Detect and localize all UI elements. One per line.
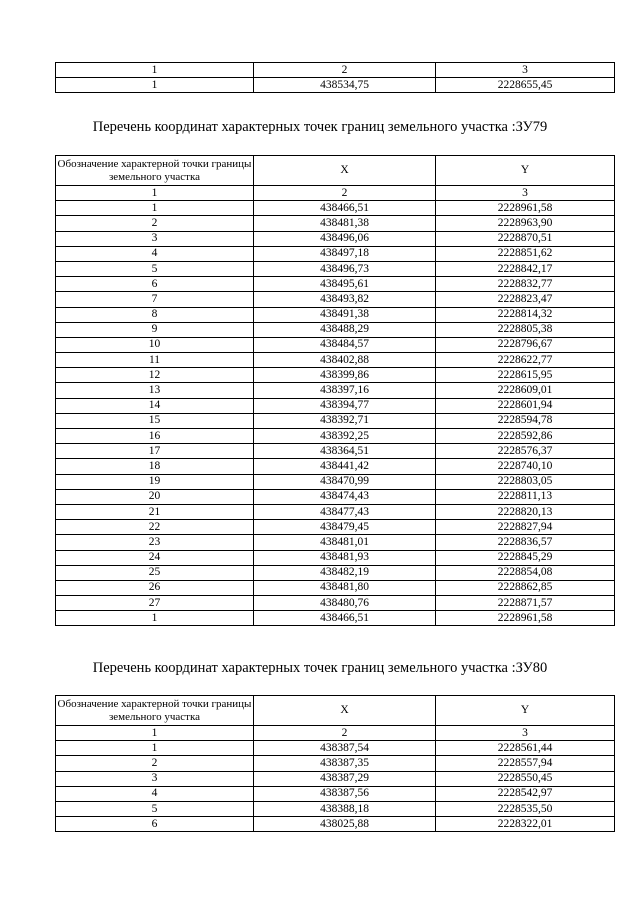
point-number-cell: 27 bbox=[56, 596, 254, 611]
column-index-row bbox=[56, 186, 615, 201]
column-index-cell: 2 bbox=[254, 726, 436, 741]
point-number-cell: 24 bbox=[56, 550, 254, 565]
y-coordinate-cell: 2228827,94 bbox=[436, 520, 615, 535]
y-coordinate-cell: 2228961,58 bbox=[436, 201, 615, 216]
x-coordinate-cell: 438441,42 bbox=[254, 459, 436, 474]
x-coordinate-cell: 438479,45 bbox=[254, 520, 436, 535]
x-coordinate-cell: 438394,77 bbox=[254, 398, 436, 413]
table-row bbox=[56, 413, 615, 428]
x-coordinate-cell: 438481,93 bbox=[254, 550, 436, 565]
point-number-cell: 1 bbox=[56, 741, 254, 756]
point-number-cell: 23 bbox=[56, 535, 254, 550]
table-body bbox=[56, 156, 615, 626]
table-row bbox=[56, 307, 615, 322]
y-coordinate-cell: 2228594,78 bbox=[436, 413, 615, 428]
x-coordinate-cell: 438392,25 bbox=[254, 429, 436, 444]
point-number-cell: 4 bbox=[56, 786, 254, 801]
x-coordinate-cell: 438402,88 bbox=[254, 353, 436, 368]
column-index-cell: 3 bbox=[436, 726, 615, 741]
table-row bbox=[56, 444, 615, 459]
y-coordinate-cell: 2228836,57 bbox=[436, 535, 615, 550]
point-number-cell: 4 bbox=[56, 246, 254, 261]
column-index-cell: 1 bbox=[56, 186, 254, 201]
table-row bbox=[56, 771, 615, 786]
section-title-zu80: Перечень координат характерных точек границ земельного участка :ЗУ80 bbox=[92, 660, 548, 676]
table-row bbox=[56, 292, 615, 307]
x-coordinate-cell: 438387,54 bbox=[254, 741, 436, 756]
table-body bbox=[56, 696, 615, 832]
x-coordinate-cell: 438392,71 bbox=[254, 413, 436, 428]
x-coordinate-cell: 438387,56 bbox=[254, 786, 436, 801]
y-coordinate-cell: 2228963,90 bbox=[436, 216, 615, 231]
table-row bbox=[56, 741, 615, 756]
point-number-cell: 1 bbox=[56, 201, 254, 216]
point-number-cell: 10 bbox=[56, 337, 254, 352]
table-row bbox=[56, 580, 615, 595]
y-coordinate-cell: 2228561,44 bbox=[436, 741, 615, 756]
point-number-cell: 9 bbox=[56, 322, 254, 337]
table-row bbox=[56, 322, 615, 337]
table-row bbox=[56, 337, 615, 352]
column-header: Y bbox=[436, 156, 615, 186]
table-row bbox=[56, 550, 615, 565]
point-number-cell: 5 bbox=[56, 801, 254, 816]
y-coordinate-cell: 2228851,62 bbox=[436, 246, 615, 261]
column-index-cell: 3 bbox=[436, 63, 615, 78]
table-row bbox=[56, 504, 615, 519]
x-coordinate-cell: 438399,86 bbox=[254, 368, 436, 383]
point-number-cell: 3 bbox=[56, 231, 254, 246]
point-number-cell: 16 bbox=[56, 429, 254, 444]
coordinates-table-zu80 bbox=[55, 695, 615, 832]
x-coordinate-cell: 438482,19 bbox=[254, 565, 436, 580]
point-number-cell: 2 bbox=[56, 756, 254, 771]
section-title-zu79: Перечень координат характерных точек границ земельного участка :ЗУ79 bbox=[92, 119, 548, 135]
table-row bbox=[56, 817, 615, 832]
y-coordinate-cell: 2228796,67 bbox=[436, 337, 615, 352]
table-row bbox=[56, 801, 615, 816]
table-row bbox=[56, 231, 615, 246]
point-number-cell: 13 bbox=[56, 383, 254, 398]
y-coordinate-cell: 2228842,17 bbox=[436, 261, 615, 276]
point-number-cell: 20 bbox=[56, 489, 254, 504]
table-row bbox=[56, 565, 615, 580]
x-coordinate-cell: 438496,06 bbox=[254, 231, 436, 246]
y-coordinate-cell: 2228535,50 bbox=[436, 801, 615, 816]
y-coordinate-cell: 2228557,94 bbox=[436, 756, 615, 771]
point-number-cell: 6 bbox=[56, 817, 254, 832]
y-coordinate-cell: 2228870,51 bbox=[436, 231, 615, 246]
x-coordinate-cell: 438364,51 bbox=[254, 444, 436, 459]
table-row bbox=[56, 756, 615, 771]
table-row bbox=[56, 489, 615, 504]
x-coordinate-cell: 438481,01 bbox=[254, 535, 436, 550]
x-coordinate-cell: 438388,18 bbox=[254, 801, 436, 816]
table-row bbox=[56, 520, 615, 535]
y-coordinate-cell: 2228542,97 bbox=[436, 786, 615, 801]
x-coordinate-cell: 438025,88 bbox=[254, 817, 436, 832]
y-coordinate-cell: 2228814,32 bbox=[436, 307, 615, 322]
column-header: Y bbox=[436, 696, 615, 726]
table-row bbox=[56, 459, 615, 474]
x-coordinate-cell: 438466,51 bbox=[254, 611, 436, 626]
y-coordinate-cell: 2228592,86 bbox=[436, 429, 615, 444]
point-number-cell: 18 bbox=[56, 459, 254, 474]
x-coordinate-cell: 438491,38 bbox=[254, 307, 436, 322]
x-coordinate-cell: 438481,80 bbox=[254, 580, 436, 595]
x-coordinate-cell: 438387,29 bbox=[254, 771, 436, 786]
column-header: Обозначение характерной точки границы земельного участка bbox=[56, 696, 254, 726]
point-number-cell: 25 bbox=[56, 565, 254, 580]
y-coordinate-cell: 2228854,08 bbox=[436, 565, 615, 580]
y-coordinate-cell: 2228740,10 bbox=[436, 459, 615, 474]
header-row bbox=[56, 696, 615, 726]
point-number-cell: 22 bbox=[56, 520, 254, 535]
x-coordinate-cell: 438497,18 bbox=[254, 246, 436, 261]
y-coordinate-cell: 2228823,47 bbox=[436, 292, 615, 307]
y-coordinate-cell: 2228961,58 bbox=[436, 611, 615, 626]
point-number-cell: 6 bbox=[56, 277, 254, 292]
column-index-cell: 2 bbox=[254, 186, 436, 201]
x-coordinate-cell: 438496,73 bbox=[254, 261, 436, 276]
point-number-cell: 19 bbox=[56, 474, 254, 489]
point-number-cell: 12 bbox=[56, 368, 254, 383]
y-coordinate-cell: 2228803,05 bbox=[436, 474, 615, 489]
y-coordinate-cell: 2228805,38 bbox=[436, 322, 615, 337]
column-index-cell: 3 bbox=[436, 186, 615, 201]
column-index-row bbox=[56, 63, 615, 78]
column-header: X bbox=[254, 156, 436, 186]
table-row bbox=[56, 786, 615, 801]
table-row bbox=[56, 383, 615, 398]
point-number-cell: 26 bbox=[56, 580, 254, 595]
table-row bbox=[56, 368, 615, 383]
y-coordinate-cell: 2228609,01 bbox=[436, 383, 615, 398]
column-header: Обозначение характерной точки границы земельного участка bbox=[56, 156, 254, 186]
point-number-cell: 1 bbox=[56, 78, 254, 93]
column-index-row bbox=[56, 726, 615, 741]
y-coordinate-cell: 2228576,37 bbox=[436, 444, 615, 459]
point-number-cell: 2 bbox=[56, 216, 254, 231]
table-row bbox=[56, 429, 615, 444]
coordinates-table-zu79 bbox=[55, 155, 615, 626]
column-index-cell: 1 bbox=[56, 63, 254, 78]
table-row bbox=[56, 611, 615, 626]
point-number-cell: 14 bbox=[56, 398, 254, 413]
table-row bbox=[56, 474, 615, 489]
table-row bbox=[56, 353, 615, 368]
x-coordinate-cell: 438534,75 bbox=[254, 78, 436, 93]
y-coordinate-cell: 2228622,77 bbox=[436, 353, 615, 368]
column-header: X bbox=[254, 696, 436, 726]
point-number-cell: 11 bbox=[56, 353, 254, 368]
coordinates-table-continued bbox=[55, 62, 615, 93]
y-coordinate-cell: 2228832,77 bbox=[436, 277, 615, 292]
column-index-cell: 2 bbox=[254, 63, 436, 78]
x-coordinate-cell: 438477,43 bbox=[254, 504, 436, 519]
x-coordinate-cell: 438470,99 bbox=[254, 474, 436, 489]
table-row bbox=[56, 277, 615, 292]
x-coordinate-cell: 438397,16 bbox=[254, 383, 436, 398]
point-number-cell: 15 bbox=[56, 413, 254, 428]
y-coordinate-cell: 2228871,57 bbox=[436, 596, 615, 611]
table-row bbox=[56, 216, 615, 231]
x-coordinate-cell: 438495,61 bbox=[254, 277, 436, 292]
x-coordinate-cell: 438493,82 bbox=[254, 292, 436, 307]
x-coordinate-cell: 438488,29 bbox=[254, 322, 436, 337]
y-coordinate-cell: 2228811,13 bbox=[436, 489, 615, 504]
x-coordinate-cell: 438466,51 bbox=[254, 201, 436, 216]
point-number-cell: 5 bbox=[56, 261, 254, 276]
y-coordinate-cell: 2228322,01 bbox=[436, 817, 615, 832]
table-row bbox=[56, 535, 615, 550]
table-row bbox=[56, 398, 615, 413]
point-number-cell: 17 bbox=[56, 444, 254, 459]
point-number-cell: 7 bbox=[56, 292, 254, 307]
x-coordinate-cell: 438481,38 bbox=[254, 216, 436, 231]
point-number-cell: 3 bbox=[56, 771, 254, 786]
point-number-cell: 8 bbox=[56, 307, 254, 322]
table-row bbox=[56, 261, 615, 276]
x-coordinate-cell: 438474,43 bbox=[254, 489, 436, 504]
table-row bbox=[56, 78, 615, 93]
x-coordinate-cell: 438480,76 bbox=[254, 596, 436, 611]
y-coordinate-cell: 2228862,85 bbox=[436, 580, 615, 595]
x-coordinate-cell: 438484,57 bbox=[254, 337, 436, 352]
point-number-cell: 21 bbox=[56, 504, 254, 519]
x-coordinate-cell: 438387,35 bbox=[254, 756, 436, 771]
table-row bbox=[56, 246, 615, 261]
point-number-cell: 1 bbox=[56, 611, 254, 626]
table-body bbox=[56, 63, 615, 93]
y-coordinate-cell: 2228615,95 bbox=[436, 368, 615, 383]
y-coordinate-cell: 2228845,29 bbox=[436, 550, 615, 565]
y-coordinate-cell: 2228655,45 bbox=[436, 78, 615, 93]
table-row bbox=[56, 596, 615, 611]
table-row bbox=[56, 201, 615, 216]
y-coordinate-cell: 2228550,45 bbox=[436, 771, 615, 786]
column-index-cell: 1 bbox=[56, 726, 254, 741]
y-coordinate-cell: 2228601,94 bbox=[436, 398, 615, 413]
header-row bbox=[56, 156, 615, 186]
y-coordinate-cell: 2228820,13 bbox=[436, 504, 615, 519]
